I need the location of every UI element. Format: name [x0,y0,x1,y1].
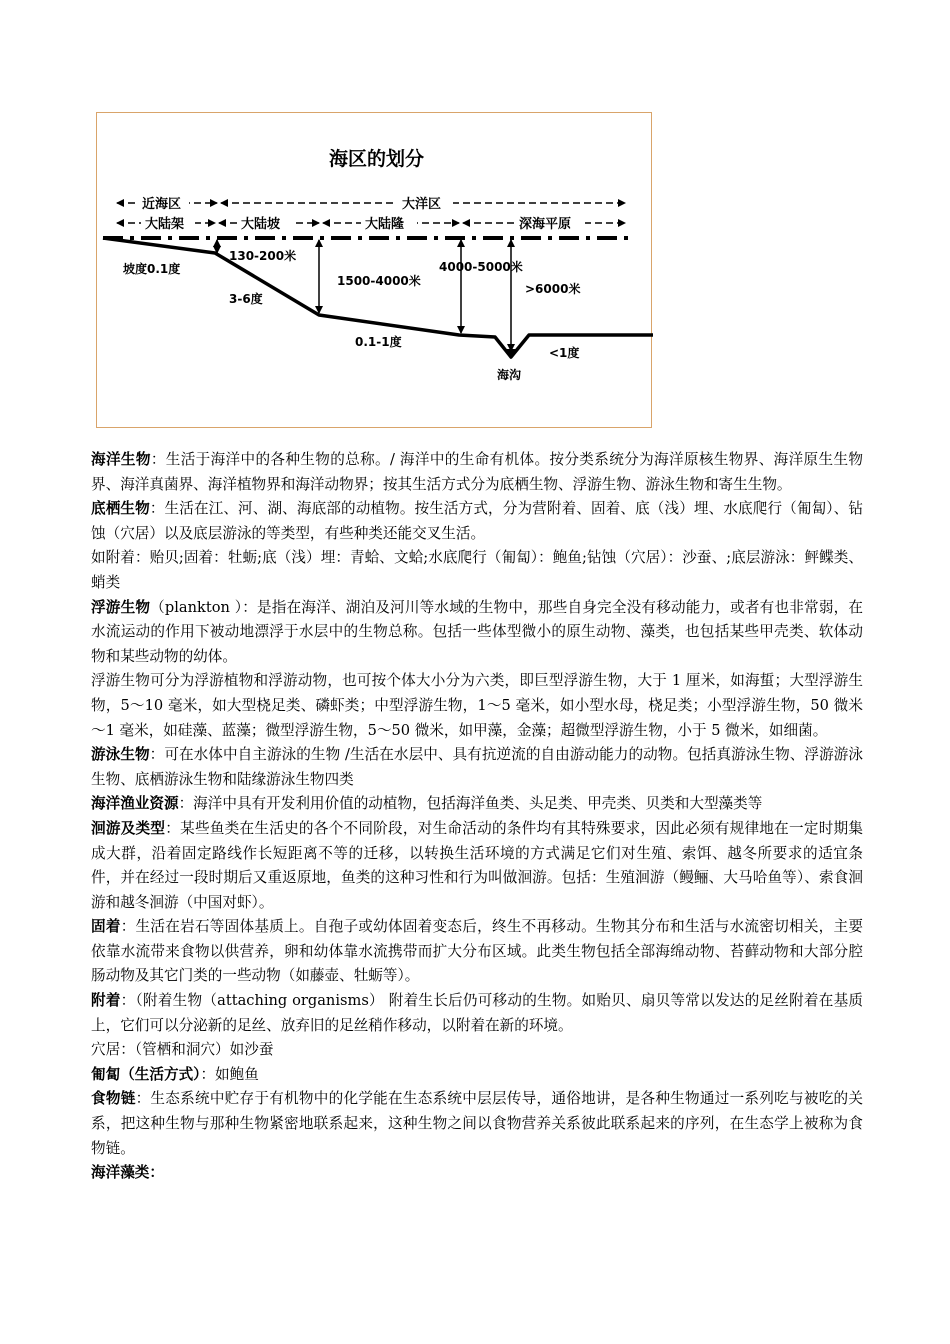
paragraph-algae [91,1161,863,1186]
paragraph-text: ：生态系统中贮存于有机物中的化学能在生态系统中层层传导，通俗地讲，是各种生物通过一系列吃与被吃的关系，把这种生物与那种生物紧密地联系起来，这种生物之间以食物营养关系彼此联系起来的序列，在生态学上被称为食物链。 [91,1090,863,1157]
document-body [91,448,863,1186]
label-depth-trench: >6000米 [525,282,581,296]
label-trench: 海沟 [497,368,522,382]
paragraph-term: 匍匐（生活方式） [91,1065,201,1083]
zone-ocean: 大洋区 [402,197,442,212]
sea-zone-diagram [97,113,653,429]
paragraph-term: 食物链 [91,1090,136,1108]
paragraph-term: 海洋渔业资源 [91,795,179,813]
zone-rise: 大陆隆 [365,217,405,232]
paragraph-fishery-resources [91,792,863,817]
figure-title: 海区的划分 [329,148,425,170]
paragraph-text: 穴居：（管栖和洞穴）如沙蚕 [91,1041,274,1059]
paragraph-creeping [91,1063,863,1088]
paragraph-text: ：海洋中具有开发利用价值的动植物，包括海洋鱼类、头足类、甲壳类、贝类和大型藻类等 [178,795,763,813]
zone-nearshore: 近海区 [142,197,182,212]
paragraph-term: 游泳生物 [91,746,150,764]
paragraph-text: （plankton ）：是指在海洋、湖泊及河川等水域的生物中，那些自身完全没有移动能力，或者有也非常弱，在水流运动的作用下被动地漂浮于水层中的生物总称。包括一些体型微小的原生动物、藻类，也包括某些甲壳类、软体动物和某些动物的幼体。 [91,598,863,665]
sea-zone-figure [96,112,652,428]
paragraph-term: 底栖生物 [91,500,150,518]
paragraph-benthos [91,497,863,546]
paragraph-text: ：生活于海洋中的各种生物的总称。/ 海洋中的生命有机体。按分类系统分为海洋原核生物界、海洋原生生物界、海洋真菌界、海洋植物界和海洋动物界；按其生活方式分为底栖生物、浮游生物、游泳生物和寄生生物。 [91,451,863,493]
label-depth-rise: 4000-5000米 [439,260,523,274]
paragraph-text: ：生活在岩石等固体基质上。自孢子或幼体固着变态后，终生不再移动。生物其分布和生活与水流密切相关，主要依靠水流带来食物以供营养，卵和幼体靠水流携带而扩大分布区域。此类生物包括全部海绵动物、苔藓动物和大部分腔肠动物及其它门类的一些动物（如藤壶、牡蛎等）。 [91,918,863,985]
label-gradient-rise: 0.1-1度 [355,335,402,349]
zone-shelf: 大陆架 [145,217,185,232]
paragraph-text: 如附着：贻贝;固着：牡蛎;底（浅）埋：青蛤、文蛤;水底爬行（匍匐）：鲍鱼;钻蚀（穴居）：沙蚕、;底层游泳：鲆鲽类、蛸类 [91,549,863,591]
paragraph-plankton [91,596,863,670]
label-depth-slope: 1500-4000米 [337,274,421,288]
paragraph-migration [91,817,863,915]
label-gradient-shelf: 坡度0.1度 [123,262,181,276]
paragraph-text: ：（附着生物（attaching organisms） 附着生长后仍可移动的生物。如贻贝、扇贝等常以发达的足丝附着在基质上，它们可以分泌新的足丝、放弃旧的足丝稍作移动，以附着在新的环境。 [91,992,863,1034]
paragraph-term: 洄游及类型 [91,819,166,837]
zone-slope: 大陆坡 [241,217,281,232]
paragraph-attached [91,989,863,1038]
label-gradient-slope: 3-6度 [229,292,263,306]
paragraph-text: ：如鲍鱼 [200,1065,259,1083]
paragraph-sessile [91,915,863,989]
paragraph-text: ：可在水体中自主游泳的生物 /生活在水层中、具有抗逆流的自由游动能力的动物。包括真游泳生物、浮游游泳生物、底栖游泳生物和陆缘游泳生物四类 [91,746,863,788]
label-gradient-abyssal: <1度 [549,346,580,360]
paragraph-term: 海洋藻类 [91,1164,150,1182]
paragraph-text: ：某些鱼类在生活史的各个不同阶段，对生命活动的条件均有其特殊要求，因此必须有规律地在一定时期集成大群，沿着固定路线作长短距离不等的迁移，以转换生活环境的方式满足它们对生殖、索饵、越冬所要求的适宜条件，并在经过一段时期后又重返原地，鱼类的这种习性和行为叫做洄游。包括：生殖洄游（鳗鲡、大马哈鱼等）、索食洄游和越冬洄游（中国对虾）。 [91,819,863,911]
paragraph-plankton-classes [91,669,863,743]
paragraph-term: 固着 [91,918,121,936]
paragraph-term: 海洋生物 [91,451,151,468]
paragraph-burrowing [91,1038,863,1063]
paragraph-benthos-examples [91,546,863,595]
paragraph-text: ：生活在江、河、湖、海底部的动植物。按生活方式，分为营附着、固着、底（浅）埋、水底爬行（匍匐）、钻蚀（穴居）以及底层游泳的等类型，有些种类还能交叉生活。 [91,500,863,542]
paragraph-text: 浮游生物可分为浮游植物和浮游动物，也可按个体大小分为六类，即巨型浮游生物，大于 1 厘米，如海蜇；大型浮游生物，5～10 毫米，如大型桡足类、磷虾类；中型浮游生物，1～5 毫米，如小型水母，桡足类；小型浮游生物，50 微米～1 毫米，如硅藻、蓝藻；微型浮游生物，5～50 微米，如甲藻，金藻；超微型浮游生物，小于 5 微米，如细菌。 [91,672,863,739]
paragraph-term: 附着 [91,992,121,1010]
paragraph-marine-life [91,448,863,497]
paragraph-text: ： [149,1164,164,1182]
paragraph-term: 浮游生物 [91,598,151,616]
label-depth-shelf: 130-200米 [229,249,297,263]
paragraph-nekton [91,743,863,792]
paragraph-food-chain [91,1087,863,1161]
zone-abyssal: 深海平原 [519,217,572,232]
